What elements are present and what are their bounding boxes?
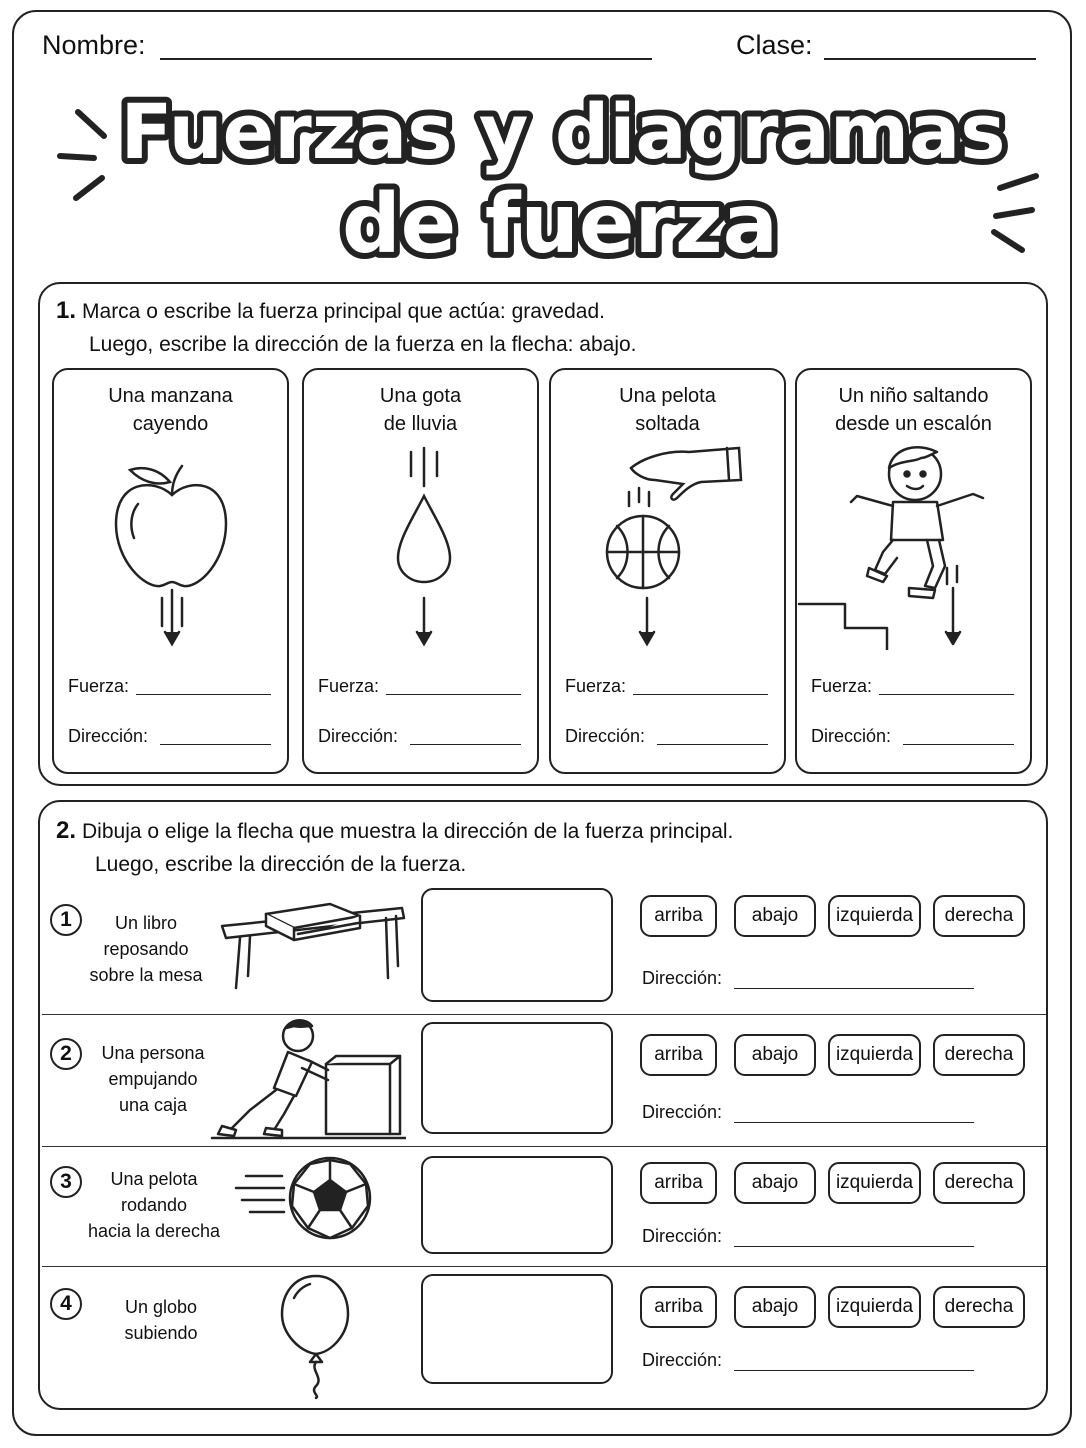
jumping-boy-icon — [797, 440, 1034, 650]
class-field[interactable] — [824, 58, 1036, 60]
direction-answer-line[interactable] — [160, 744, 271, 745]
direction-label: Dirección: — [68, 726, 149, 746]
option-izquierda[interactable]: izquierda — [828, 1286, 921, 1328]
section-1-line-1: Marca o escribe la fuerza principal que actúa: gravedad. — [82, 300, 605, 323]
option-izquierda[interactable]: izquierda — [828, 1034, 921, 1076]
book-on-table-icon — [218, 896, 408, 996]
direction-label: Dirección: — [642, 1102, 723, 1122]
option-derecha[interactable]: derecha — [933, 1286, 1025, 1328]
section-2-instructions — [56, 814, 733, 881]
option-derecha[interactable]: derecha — [933, 1162, 1025, 1204]
card-title: Una gota de lluvia — [379, 385, 462, 435]
direction-answer-line[interactable] — [734, 1370, 974, 1371]
section-1-number: 1. — [56, 297, 77, 324]
row-number-badge: 2 — [50, 1038, 82, 1070]
direction-answer-line[interactable] — [734, 1246, 974, 1247]
direction-label: Dirección: — [811, 726, 892, 746]
arrow-drawing-box[interactable] — [421, 1156, 613, 1254]
force-answer-line[interactable] — [136, 694, 271, 695]
page-title — [0, 70, 1086, 275]
force-answer-line[interactable] — [633, 694, 768, 695]
person-pushing-box-icon — [210, 1016, 406, 1140]
direction-answer-line[interactable] — [734, 988, 974, 989]
card-raindrop — [302, 368, 539, 774]
direction-label: Dirección: — [642, 968, 723, 988]
option-abajo[interactable]: abajo — [734, 1286, 816, 1328]
direction-label: Dirección: — [642, 1226, 723, 1246]
row-label: Un globo subiendo — [124, 1297, 198, 1343]
option-abajo[interactable]: abajo — [734, 895, 816, 937]
arrow-drawing-box[interactable] — [421, 1022, 613, 1134]
section-2-number: 2. — [56, 817, 77, 844]
soccer-ball-icon — [232, 1154, 378, 1244]
card-title: Un niño saltando desde un escalón — [835, 385, 992, 435]
balloon-icon — [276, 1270, 356, 1400]
row-label: Una persona empujando una caja — [101, 1043, 205, 1115]
option-abajo[interactable]: abajo — [734, 1034, 816, 1076]
option-arriba[interactable]: arriba — [640, 895, 717, 937]
section-1-line-2: Luego, escribe la dirección de la fuerza en la flecha: abajo. — [89, 333, 637, 356]
raindrop-icon — [304, 440, 541, 650]
direction-answer-line[interactable] — [734, 1122, 974, 1123]
direction-answer-line[interactable] — [657, 744, 768, 745]
title-line-1: Fuerzas y diagramas — [120, 87, 1006, 176]
basketball-icon — [551, 440, 788, 650]
force-label: Fuerza: — [68, 676, 130, 696]
option-derecha[interactable]: derecha — [933, 895, 1025, 937]
option-abajo[interactable]: abajo — [734, 1162, 816, 1204]
arrow-drawing-box[interactable] — [421, 1274, 613, 1384]
row-divider — [42, 1146, 1046, 1147]
class-label: Clase: — [736, 30, 813, 60]
row-number-badge: 3 — [50, 1166, 82, 1198]
force-label: Fuerza: — [565, 676, 627, 696]
card-ball — [549, 368, 786, 774]
card-jumping-boy — [795, 368, 1032, 774]
option-izquierda[interactable]: izquierda — [828, 1162, 921, 1204]
section-2-line-1: Dibuja o elige la flecha que muestra la dirección de la fuerza principal. — [82, 820, 734, 843]
row-number-badge: 4 — [50, 1288, 82, 1320]
direction-label: Dirección: — [318, 726, 399, 746]
option-arriba[interactable]: arriba — [640, 1286, 717, 1328]
option-arriba[interactable]: arriba — [640, 1034, 717, 1076]
row-divider — [42, 1014, 1046, 1015]
name-field[interactable] — [160, 58, 652, 60]
row-label: Un libro reposando sobre la mesa — [89, 913, 203, 985]
arrow-drawing-box[interactable] — [421, 888, 613, 1002]
name-label: Nombre: — [42, 30, 146, 60]
right-burst-icon — [994, 176, 1036, 250]
option-arriba[interactable]: arriba — [640, 1162, 717, 1204]
row-divider — [42, 1266, 1046, 1267]
force-answer-line[interactable] — [386, 694, 521, 695]
force-label: Fuerza: — [811, 676, 873, 696]
section-1-instructions — [56, 294, 637, 361]
direction-answer-line[interactable] — [903, 744, 1014, 745]
card-title: Una manzana cayendo — [108, 385, 233, 435]
force-label: Fuerza: — [318, 676, 380, 696]
card-title: Una pelota soltada — [619, 385, 716, 435]
row-number-badge: 1 — [50, 904, 82, 936]
option-izquierda[interactable]: izquierda — [828, 895, 921, 937]
direction-label: Dirección: — [642, 1350, 723, 1370]
option-derecha[interactable]: derecha — [933, 1034, 1025, 1076]
force-answer-line[interactable] — [879, 694, 1014, 695]
direction-answer-line[interactable] — [410, 744, 521, 745]
section-2-line-2: Luego, escribe la dirección de la fuerza. — [95, 853, 467, 876]
apple-icon — [54, 440, 291, 650]
card-apple — [52, 368, 289, 774]
row-label: Una pelota rodando hacia la derecha — [87, 1169, 221, 1241]
left-burst-icon — [60, 112, 104, 198]
direction-label: Dirección: — [565, 726, 646, 746]
title-line-2: de fuerza — [341, 177, 779, 272]
